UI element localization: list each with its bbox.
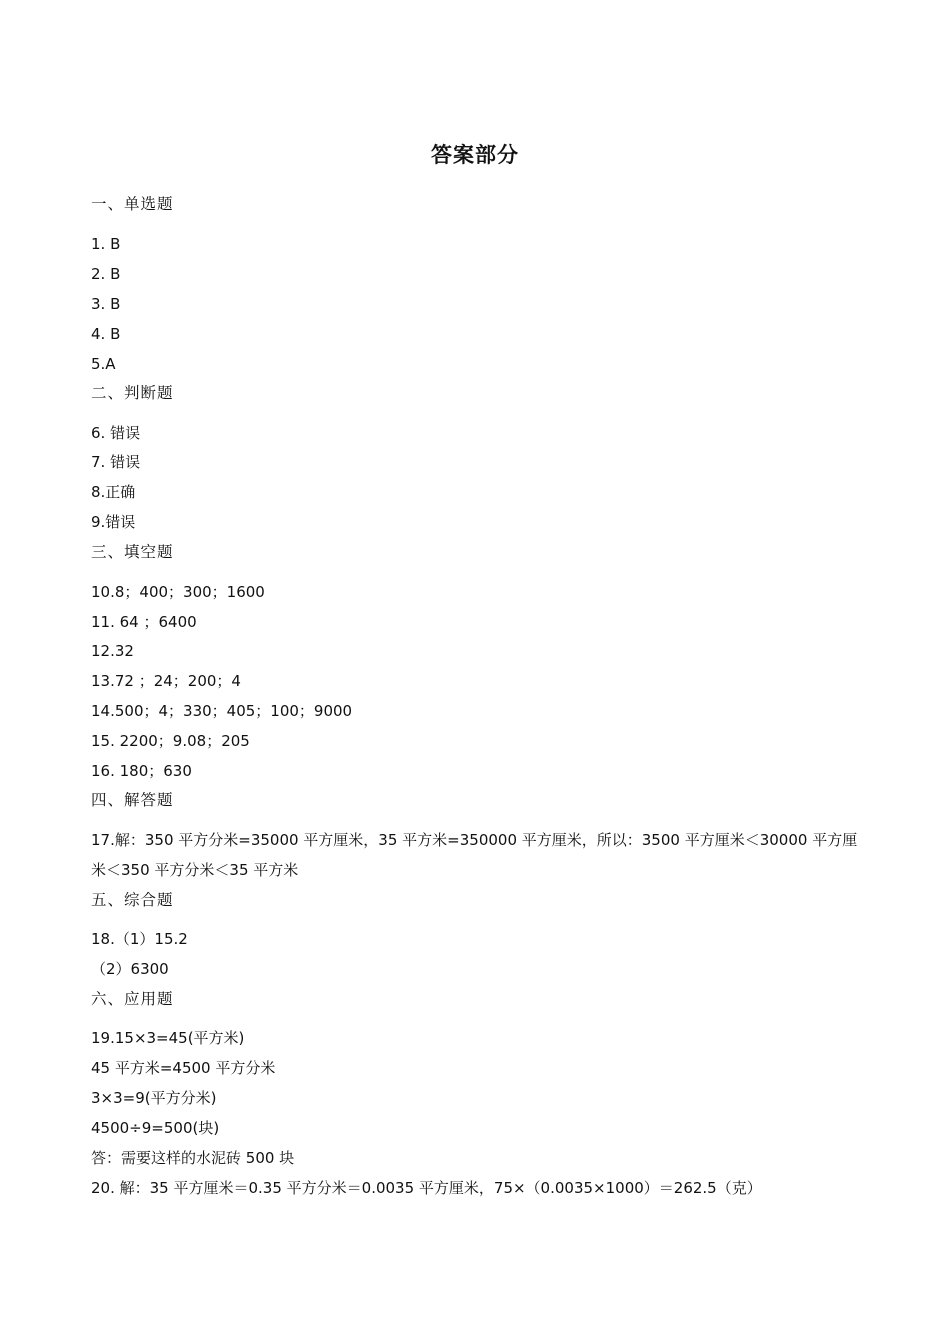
answer-18-part-2: （2）6300 (91, 960, 169, 978)
answer-15: 15. 2200；9.08；205 (91, 732, 250, 750)
answer-13: 13.72 ；24；200；4 (91, 672, 241, 690)
answer-5: 5.A (91, 355, 116, 373)
answer-11: 11. 64 ；6400 (91, 613, 197, 631)
answer-4: 4. B (91, 325, 121, 343)
answer-1: 1. B (91, 235, 121, 253)
section-heading-true-false: 二、判断题 (91, 384, 174, 402)
answer-7: 7. 错误 (91, 453, 141, 471)
answer-14: 14.500；4；330；405；100；9000 (91, 702, 353, 720)
answer-8: 8.正确 (91, 483, 136, 501)
answer-9: 9.错误 (91, 513, 136, 531)
section-heading-solution: 四、解答题 (91, 791, 174, 809)
answer-12: 12.32 (91, 642, 134, 660)
answer-19-step-2: 45 平方米=4500 平方分米 (91, 1059, 276, 1077)
section-heading-single-choice: 一、单选题 (91, 195, 174, 213)
answer-3: 3. B (91, 295, 121, 313)
section-heading-application: 六、应用题 (91, 990, 174, 1008)
answer-19-step-4: 4500÷9=500(块) (91, 1119, 220, 1137)
answer-2: 2. B (91, 265, 121, 283)
section-heading-comprehensive: 五、综合题 (91, 891, 174, 909)
answer-18-part-1: 18.（1）15.2 (91, 930, 188, 948)
answer-17: 17.解：350 平方分米=35000 平方厘米，35 平方米=350000 平方厘米，所以：3500 平方厘米＜30000 平方厘米＜350 平方分米＜35 平方米 (91, 831, 858, 879)
answer-6: 6. 错误 (91, 424, 141, 442)
answer-19-step-3: 3×3=9(平方分米) (91, 1089, 217, 1107)
answer-19-conclusion: 答：需要这样的水泥砖 500 块 (91, 1149, 295, 1167)
answer-20: 20. 解：35 平方厘米＝0.35 平方分米＝0.0035 平方厘米，75×（0.0035×1000）＝262.5（克） (91, 1179, 762, 1197)
answer-16: 16. 180；630 (91, 762, 192, 780)
page-title: 答案部分 (431, 143, 519, 167)
answer-19-step-1: 19.15×3=45(平方米) (91, 1029, 245, 1047)
answer-10: 10.8；400；300；1600 (91, 583, 265, 601)
section-heading-fill-blank: 三、填空题 (91, 543, 174, 561)
